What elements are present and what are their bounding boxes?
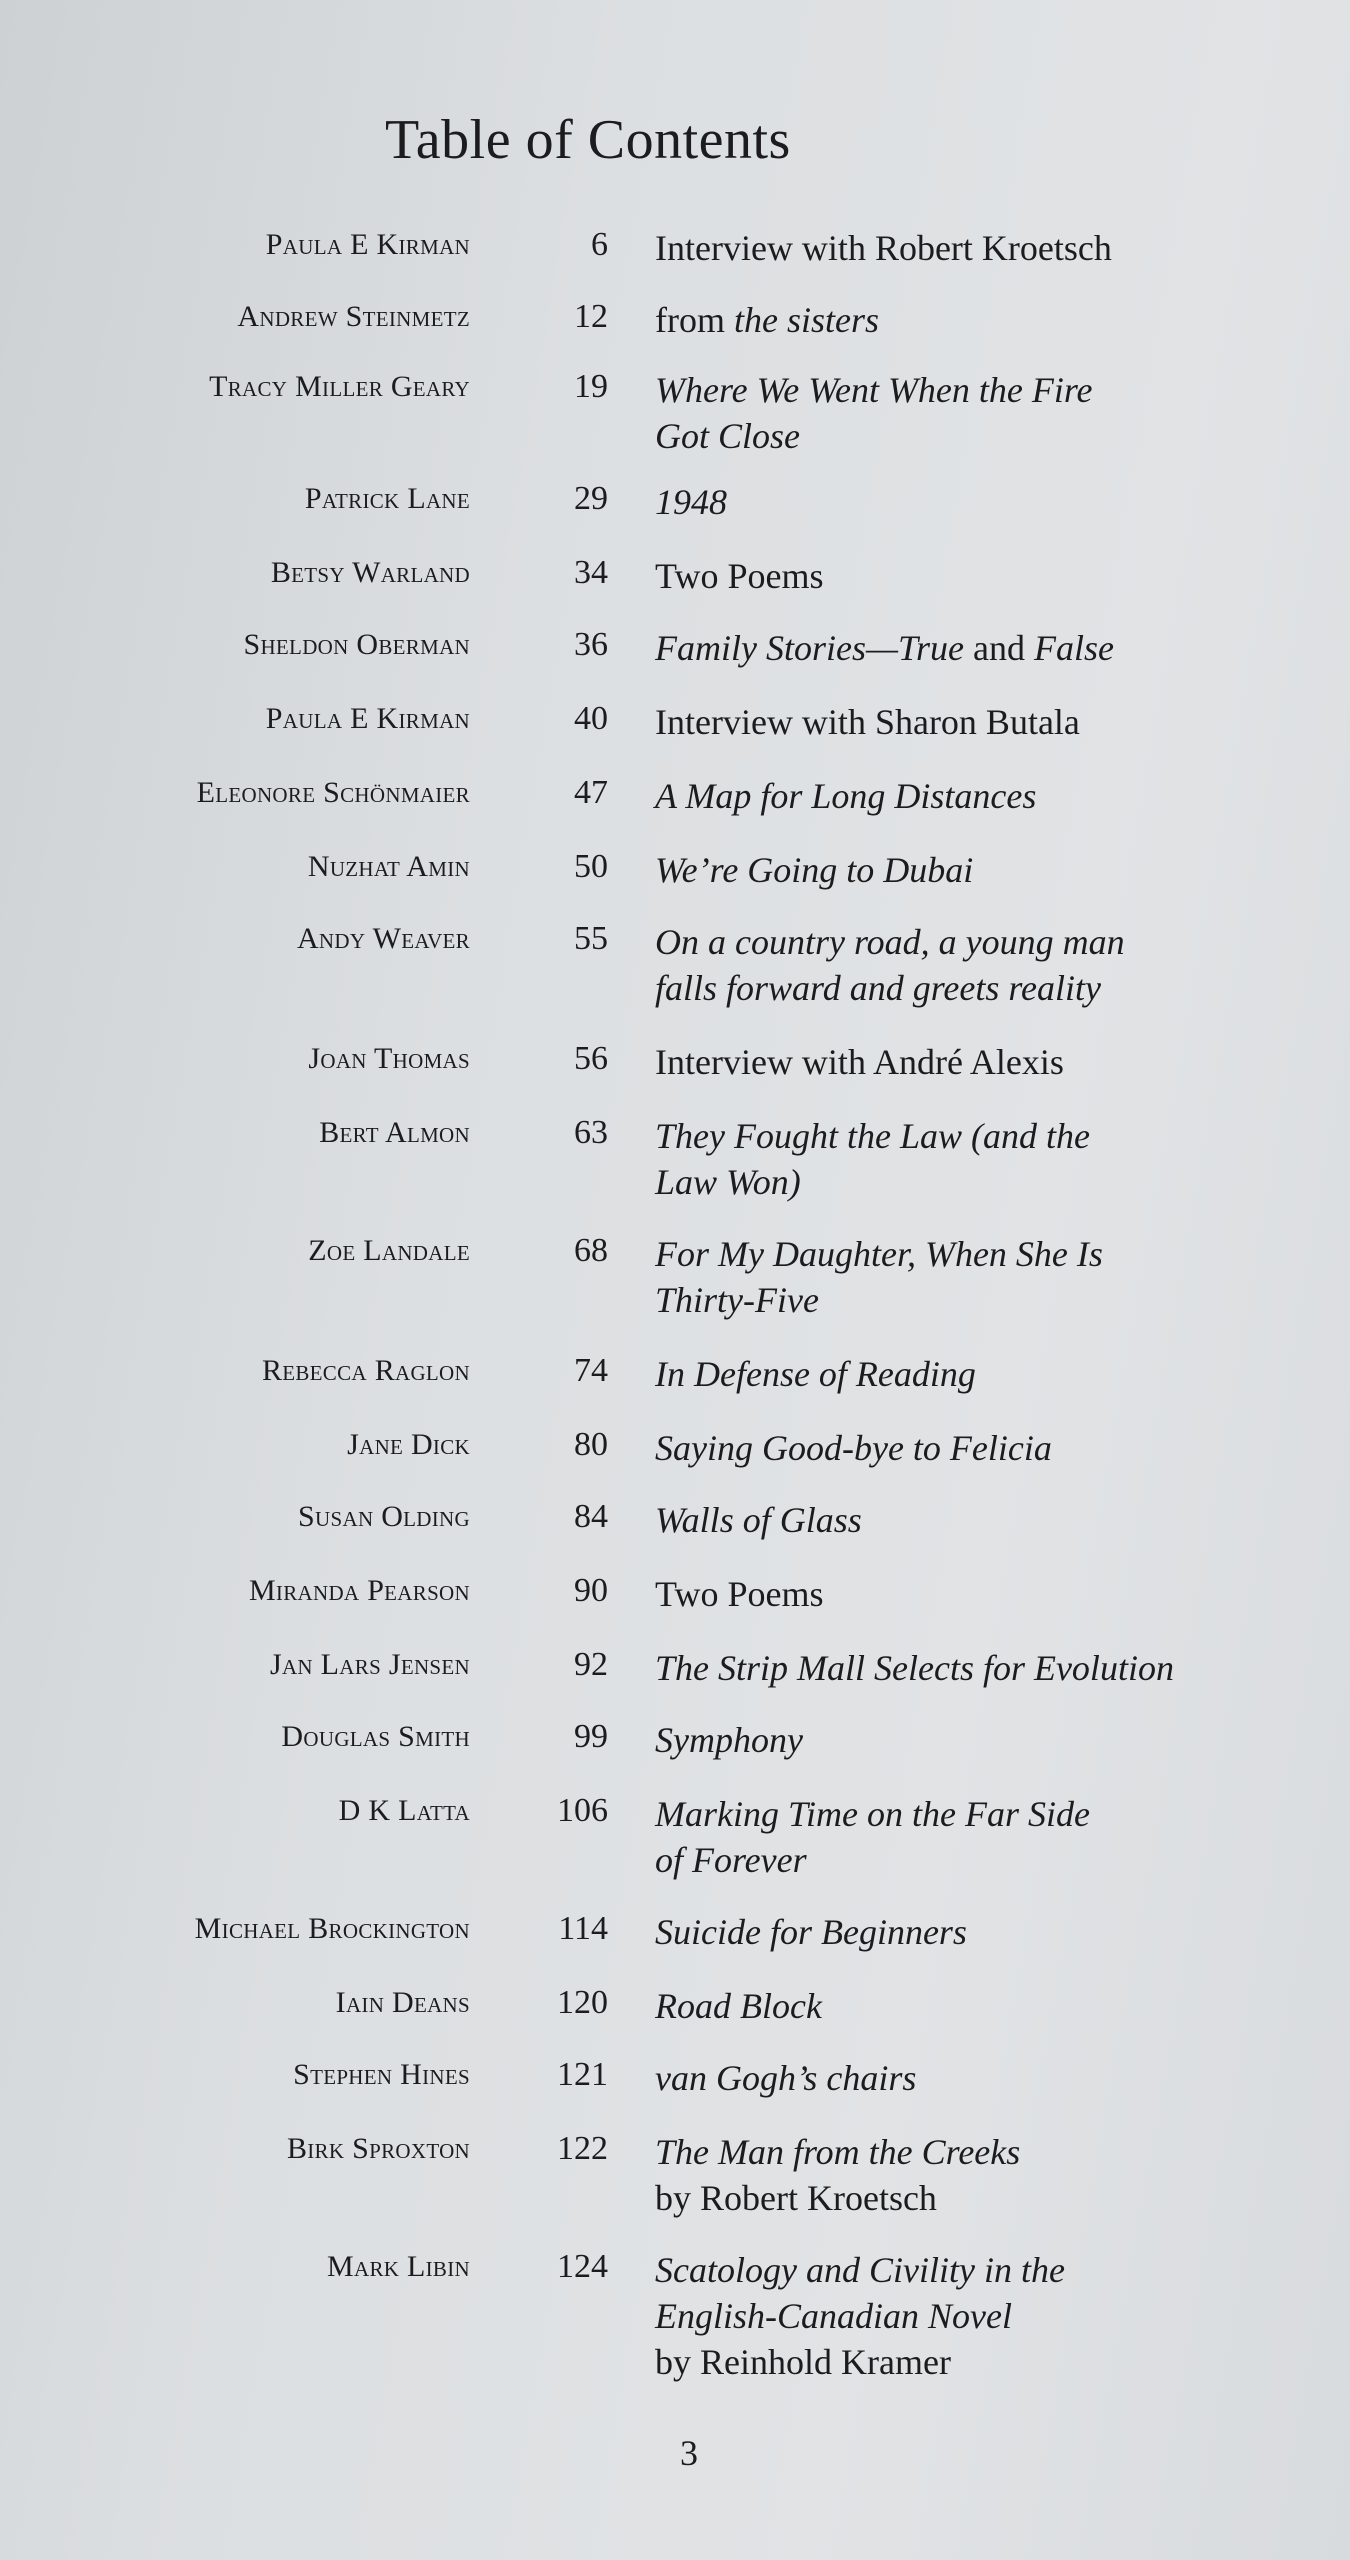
entry-title-line	[655, 1113, 1090, 1159]
entry-title	[655, 1983, 822, 2029]
entry-author: Andrew Steinmetz	[237, 300, 470, 333]
title-segment: Two Poems	[655, 1574, 824, 1614]
entry-title	[655, 1231, 1103, 1323]
entry-author: D K Latta	[338, 1794, 470, 1827]
entry-title-line	[655, 1231, 1103, 1277]
entry-title	[655, 1351, 976, 1397]
entry-author: Birk Sproxton	[286, 2132, 470, 2165]
entry-title	[655, 2247, 1065, 2385]
entry-title-line	[655, 1277, 1103, 1323]
entry-page-number: 74	[574, 1352, 608, 1389]
entry-title-line	[655, 965, 1125, 1011]
entry-title	[655, 699, 1080, 745]
entry-page-number: 47	[574, 774, 608, 811]
entry-title-line	[655, 2175, 1020, 2221]
entry-author: Mark Libin	[327, 2250, 470, 2283]
entry-title-line	[655, 1645, 1174, 1691]
entry-author: Zoe Landale	[308, 1234, 470, 1267]
entry-page-number: 124	[557, 2248, 608, 2285]
entry-author: Eleonore Schönmaier	[196, 776, 470, 809]
entry-page-number: 90	[574, 1572, 608, 1609]
entry-author: Susan Olding	[298, 1500, 470, 1533]
entry-title-line	[655, 1909, 967, 1955]
entry-title-line	[655, 413, 1093, 459]
title-segment: Interview with Robert Kroetsch	[655, 228, 1112, 268]
entry-page-number: 99	[574, 1718, 608, 1755]
entry-title-line	[655, 773, 1036, 819]
entry-author: Stephen Hines	[293, 2058, 470, 2091]
title-segment: The Man from the Creeks	[655, 2132, 1021, 2172]
title-segment: Saying Good-bye to Felicia	[655, 1428, 1052, 1468]
entry-title-line	[655, 1351, 976, 1397]
entry-title-line	[655, 225, 1112, 271]
entry-title-line	[655, 297, 879, 343]
entry-page-number: 34	[574, 554, 608, 591]
entry-title-line	[655, 1159, 1090, 1205]
entry-title-line	[655, 2129, 1020, 2175]
entry-title-line	[655, 1497, 862, 1543]
entry-author: Nuzhat Amin	[307, 850, 470, 883]
entry-title-line	[655, 1791, 1090, 1837]
title-segment: by Reinhold Kramer	[655, 2342, 951, 2382]
title-segment: Scatology and Civility in the	[655, 2250, 1065, 2290]
title-segment: the sisters	[733, 300, 879, 340]
entry-author: Paula E Kirman	[265, 228, 470, 261]
entry-title	[655, 367, 1093, 459]
title-segment: Symphony	[655, 1720, 803, 1760]
entry-title-line	[655, 2339, 1065, 2385]
entry-title	[655, 773, 1036, 819]
entry-page-number: 121	[557, 2056, 608, 2093]
entry-author: Douglas Smith	[281, 1720, 470, 1753]
title-segment: The Strip Mall Selects for Evolution	[655, 1648, 1174, 1688]
entry-author: Jan Lars Jensen	[269, 1648, 470, 1681]
title-segment: On a country road, a young man	[655, 922, 1125, 962]
entry-title-line	[655, 919, 1125, 965]
entry-page-number: 36	[574, 626, 608, 663]
title-segment: A Map for Long Distances	[655, 776, 1037, 816]
entry-page-number: 55	[574, 920, 608, 957]
title-segment: False	[1034, 628, 1114, 668]
title-segment: Where We Went When the Fire	[655, 370, 1093, 410]
entry-title	[655, 919, 1125, 1011]
entry-title	[655, 479, 727, 525]
entry-author: Patrick Lane	[304, 482, 470, 515]
entry-title	[655, 1791, 1090, 1883]
entry-page-number: 29	[574, 480, 608, 517]
entry-author: Bert Almon	[319, 1116, 470, 1149]
page-heading: Table of Contents	[385, 109, 791, 171]
entry-author: Iain Deans	[335, 1986, 470, 2019]
entry-page-number: 120	[557, 1984, 608, 2021]
title-segment: For My Daughter, When She Is	[655, 1234, 1103, 1274]
entry-title-line	[655, 2247, 1065, 2293]
title-segment: of Forever	[655, 1840, 807, 1880]
entry-title	[655, 553, 824, 599]
entry-title-line	[655, 479, 727, 525]
title-segment: van Gogh’s chairs	[655, 2058, 917, 2098]
entry-title-line	[655, 1039, 1064, 1085]
entry-author: Rebecca Raglon	[261, 1354, 470, 1387]
title-segment: Interview with André Alexis	[655, 1042, 1064, 1082]
title-segment: by Robert Kroetsch	[655, 2178, 937, 2218]
entry-page-number: 56	[574, 1040, 608, 1077]
entry-page-number: 6	[591, 226, 608, 263]
entry-title	[655, 1113, 1090, 1205]
entry-title-line	[655, 1717, 803, 1763]
entry-title	[655, 297, 879, 343]
page-number: 3	[680, 2433, 698, 2473]
title-segment: In Defense of Reading	[655, 1354, 976, 1394]
entry-title-line	[655, 699, 1080, 745]
entry-title-line	[655, 1837, 1090, 1883]
entry-author: Paula E Kirman	[265, 702, 470, 735]
title-segment: Law Won)	[655, 1162, 801, 1202]
entry-title-line	[655, 1571, 824, 1617]
title-segment: Road Block	[655, 1986, 822, 2026]
title-segment: from	[655, 300, 734, 340]
entry-title	[655, 225, 1112, 271]
entry-page-number: 40	[574, 700, 608, 737]
entry-page-number: 84	[574, 1498, 608, 1535]
entry-title	[655, 2055, 916, 2101]
entry-author: Andy Weaver	[296, 922, 470, 955]
title-segment: falls forward and greets reality	[655, 968, 1101, 1008]
title-segment: They Fought the Law (and the	[655, 1116, 1090, 1156]
entry-title-line	[655, 2055, 916, 2101]
entry-author: Michael Brockington	[194, 1912, 470, 1945]
entry-title-line	[655, 847, 973, 893]
entry-author: Jane Dick	[347, 1428, 470, 1461]
entry-page-number: 122	[557, 2130, 608, 2167]
title-segment: Family Stories—True	[655, 628, 965, 668]
title-segment: and	[964, 628, 1034, 668]
entry-title-line	[655, 1983, 822, 2029]
title-segment: Walls of Glass	[655, 1500, 862, 1540]
title-segment: Thirty-Five	[655, 1280, 819, 1320]
entry-page-number: 114	[558, 1910, 608, 1947]
entry-title-line	[655, 625, 1114, 671]
title-segment: Suicide for Beginners	[655, 1912, 967, 1952]
entry-title	[655, 1039, 1064, 1085]
entry-title	[655, 1645, 1174, 1691]
entry-page-number: 106	[557, 1792, 608, 1829]
entry-title	[655, 1425, 1052, 1471]
entry-page-number: 12	[574, 298, 608, 335]
entry-title	[655, 625, 1114, 671]
title-segment: Two Poems	[655, 556, 824, 596]
title-segment: Got Close	[655, 416, 801, 456]
entry-title	[655, 1909, 967, 1955]
entry-author: Sheldon Oberman	[243, 628, 470, 661]
title-segment: 1948	[655, 482, 727, 522]
entry-title-line	[655, 2293, 1065, 2339]
entry-page-number: 80	[574, 1426, 608, 1463]
entry-title-line	[655, 367, 1093, 413]
title-segment: Marking Time on the Far Side	[655, 1794, 1090, 1834]
entry-author: Joan Thomas	[308, 1042, 470, 1075]
entry-page-number: 50	[574, 848, 608, 885]
entry-title	[655, 1497, 862, 1543]
entry-page-number: 68	[574, 1232, 608, 1269]
title-segment: We’re Going to Dubai	[655, 850, 974, 890]
entry-title-line	[655, 553, 824, 599]
entry-title	[655, 2129, 1020, 2221]
entry-title-line	[655, 1425, 1052, 1471]
title-segment: English-Canadian Novel	[655, 2296, 1012, 2336]
entry-title	[655, 847, 973, 893]
entry-page-number: 63	[574, 1114, 608, 1151]
entry-page-number: 92	[574, 1646, 608, 1683]
entry-author: Betsy Warland	[270, 556, 470, 589]
title-segment: Interview with Sharon Butala	[655, 702, 1080, 742]
entry-page-number: 19	[574, 368, 608, 405]
entry-author: Miranda Pearson	[248, 1574, 470, 1607]
entry-author: Tracy Miller Geary	[209, 370, 470, 403]
entry-title	[655, 1717, 803, 1763]
entry-title	[655, 1571, 824, 1617]
